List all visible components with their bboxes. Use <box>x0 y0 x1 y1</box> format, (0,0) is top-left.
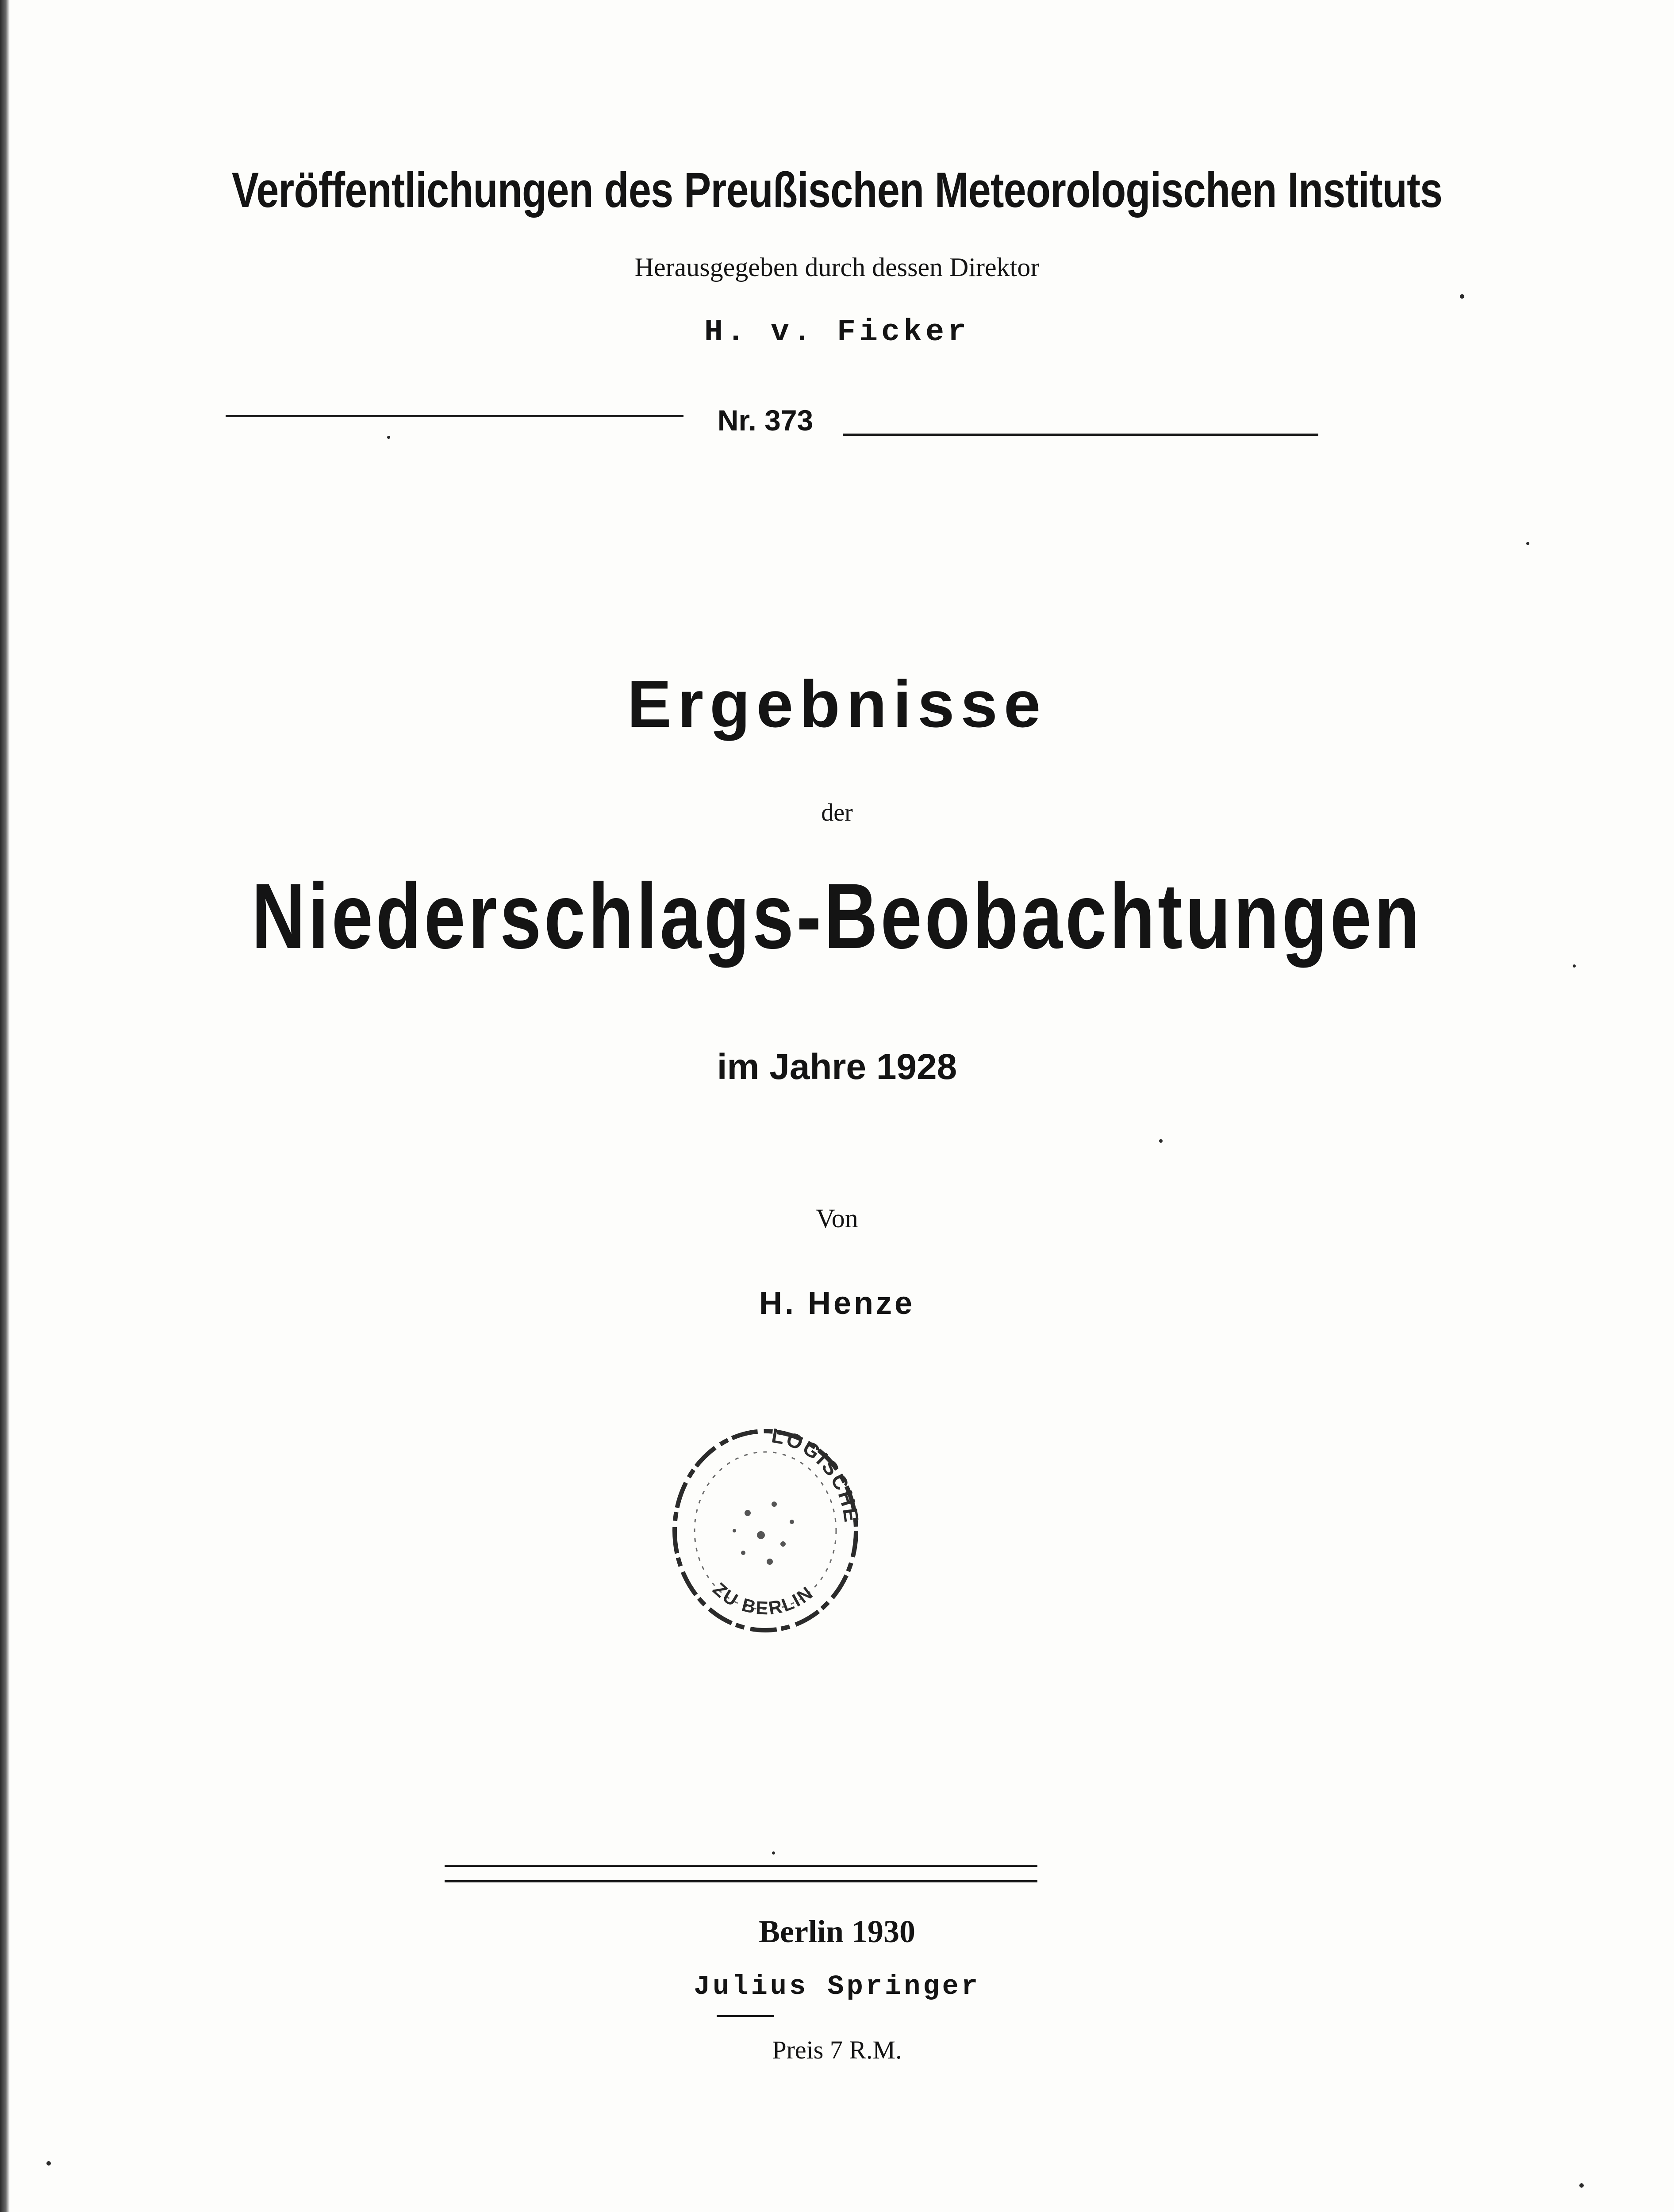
scan-speck <box>1573 964 1576 968</box>
place-year: Berlin 1930 <box>759 1914 915 1949</box>
stamp-bottom-text: ZU BERLIN <box>709 1578 818 1619</box>
publication-number: Nr. 373 <box>717 404 814 437</box>
scan-speck <box>1526 542 1529 545</box>
year-line: im Jahre 1928 <box>717 1047 957 1087</box>
scan-speck <box>1579 2183 1584 2188</box>
publisher-name: Julius Springer <box>693 1971 981 2002</box>
author-name: H. Henze <box>759 1286 915 1321</box>
subject-title: Niederschlags-Beobachtungen <box>251 864 1423 968</box>
imprint-rule-bottom <box>445 1880 1037 1882</box>
scan-speck <box>46 2161 51 2166</box>
imprint-rule-top <box>445 1865 1037 1867</box>
library-stamp-icon <box>659 1416 872 1646</box>
stamp-top-text: LOGISCHE <box>770 1424 864 1525</box>
scan-speck <box>387 436 390 439</box>
title-connector: der <box>821 799 853 826</box>
number-rule-right <box>843 434 1318 436</box>
director-name: H. v. Ficker <box>704 315 970 350</box>
scan-speck <box>772 1851 775 1855</box>
scan-speck <box>1460 294 1464 299</box>
author-prefix: Von <box>816 1204 858 1233</box>
main-title: Ergebnisse <box>627 667 1047 741</box>
series-title: Veröffentlichungen des Preußischen Meteorologischen Instituts <box>231 162 1443 218</box>
price-line: Preis 7 R.M. <box>772 2035 902 2064</box>
publisher-rule <box>717 2015 774 2017</box>
scan-speck <box>1159 1139 1163 1143</box>
editor-line: Herausgegeben durch dessen Direktor <box>634 253 1040 282</box>
number-rule-left <box>226 415 683 417</box>
